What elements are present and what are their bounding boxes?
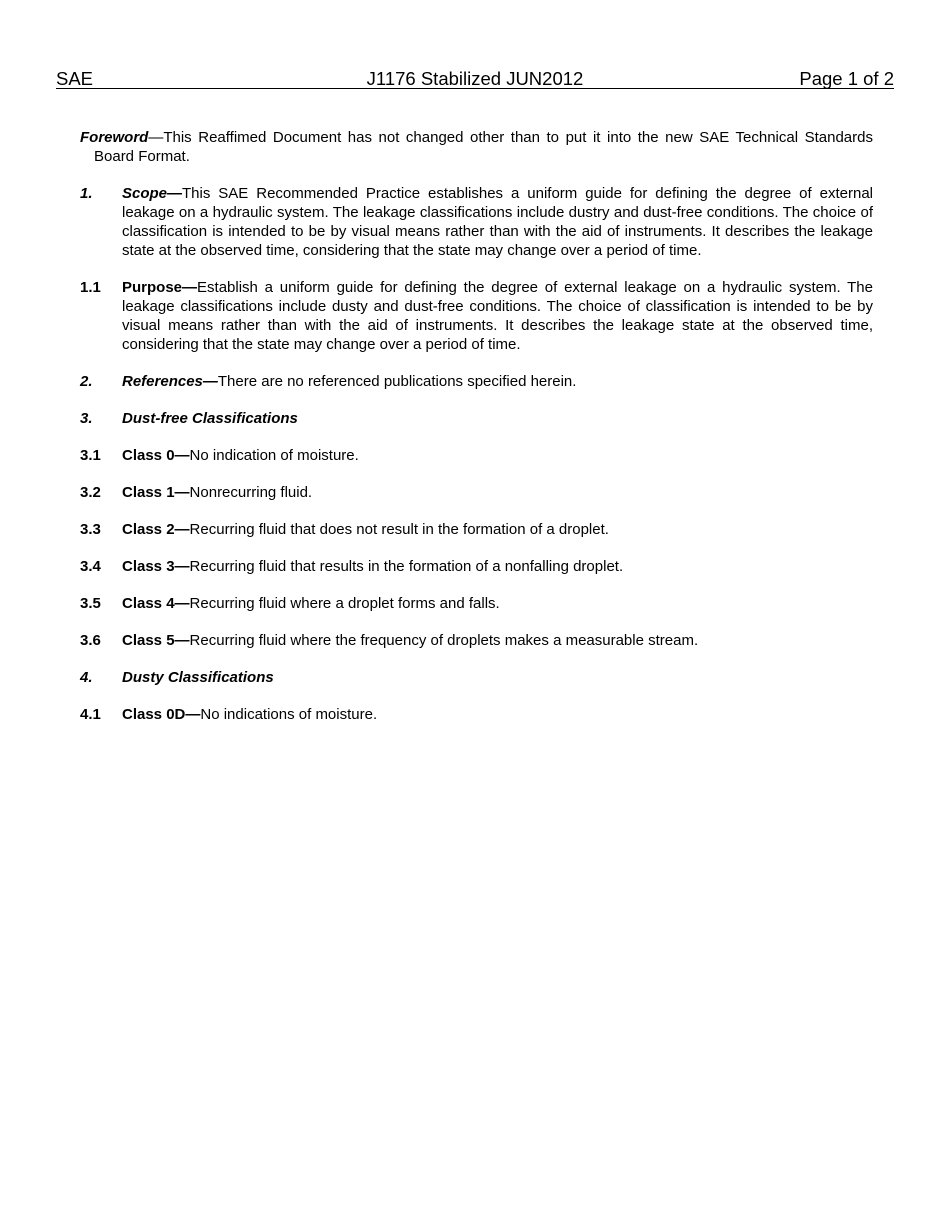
section-title: Class 3— — [122, 558, 190, 575]
section-number: 3.5 — [80, 595, 101, 612]
section-number: 3. — [80, 410, 93, 427]
section-class-4 — [80, 594, 873, 613]
section-title: Class 2— — [122, 521, 190, 538]
section-title: Class 4— — [122, 595, 190, 612]
section-text: No indication of moisture. — [189, 447, 359, 464]
section-scope — [80, 184, 873, 260]
section-number: 4.1 — [80, 706, 101, 723]
section-class-1 — [80, 483, 873, 502]
section-number: 3.3 — [80, 521, 101, 538]
section-class-0d — [80, 705, 873, 724]
section-number: 3.4 — [80, 558, 101, 575]
section-text: Nonrecurring fluid. — [189, 484, 313, 501]
section-title: Purpose— — [122, 279, 198, 296]
section-title: Class 1— — [122, 484, 190, 501]
section-title: Class 0— — [122, 447, 190, 464]
section-class-0 — [80, 446, 873, 465]
section-text: Recurring fluid that results in the formation of a nonfalling droplet. — [189, 558, 624, 575]
section-text: Establish a uniform guide for defining the degree of external leakage on a hydraulic system. The leakage classifications include dusty and dust-free conditions. The choice of classification is intended to be by visual means rather than with the aid of instruments. It describes the leakage state at the observed time, considering that the state may change over a period of time. — [122, 279, 873, 353]
section-purpose — [80, 278, 873, 354]
section-title: Class 5— — [122, 632, 190, 649]
page-header — [56, 67, 894, 89]
section-number: 3.6 — [80, 632, 101, 649]
document-body — [80, 128, 873, 742]
section-title: Dusty Classifications — [122, 669, 274, 686]
section-number: 4. — [80, 669, 93, 686]
foreword-title: Foreword — [80, 129, 149, 146]
section-text: This SAE Recommended Practice establishes a uniform guide for defining the degree of external leakage on a hydraulic system. The leakage classifications include dustry and dust-free conditions. The choice of classification is intended to be by visual means rather than with the aid of instruments. It describes the leakage state at the observed time, considering that the state may change over a period of time. — [122, 185, 873, 259]
header-org: SAE — [56, 68, 94, 89]
section-references — [80, 372, 873, 391]
section-text: Recurring fluid where a droplet forms and falls. — [189, 595, 500, 612]
section-separator: — — [167, 185, 183, 202]
section-number: 1. — [80, 185, 93, 202]
header-document-id: J1176 Stabilized JUN2012 — [366, 68, 584, 89]
section-class-5 — [80, 631, 873, 650]
section-text: There are no referenced publications specified herein. — [217, 373, 577, 390]
section-text: Recurring fluid that does not result in the formation of a droplet. — [189, 521, 609, 538]
section-class-2 — [80, 520, 873, 539]
section-text: Recurring fluid where the frequency of droplets makes a measurable stream. — [189, 632, 699, 649]
foreword-text: —This Reaffimed Document has not changed other than to put it into the new SAE Technical Standards Board Format. — [94, 129, 873, 165]
foreword-paragraph — [80, 128, 873, 166]
section-number: 1.1 — [80, 279, 101, 296]
section-title: References— — [122, 373, 218, 390]
section-dust-free-classifications — [80, 409, 873, 428]
section-number: 3.2 — [80, 484, 101, 501]
header-page-number: Page 1 of 2 — [799, 68, 894, 89]
section-title: Dust-free Classifications — [122, 410, 298, 427]
section-number: 3.1 — [80, 447, 101, 464]
section-title: Scope — [122, 185, 168, 202]
section-class-3 — [80, 557, 873, 576]
section-title: Class 0D— — [122, 706, 201, 723]
section-text: No indications of moisture. — [200, 706, 378, 723]
section-number: 2. — [80, 373, 93, 390]
section-dusty-classifications — [80, 668, 873, 687]
